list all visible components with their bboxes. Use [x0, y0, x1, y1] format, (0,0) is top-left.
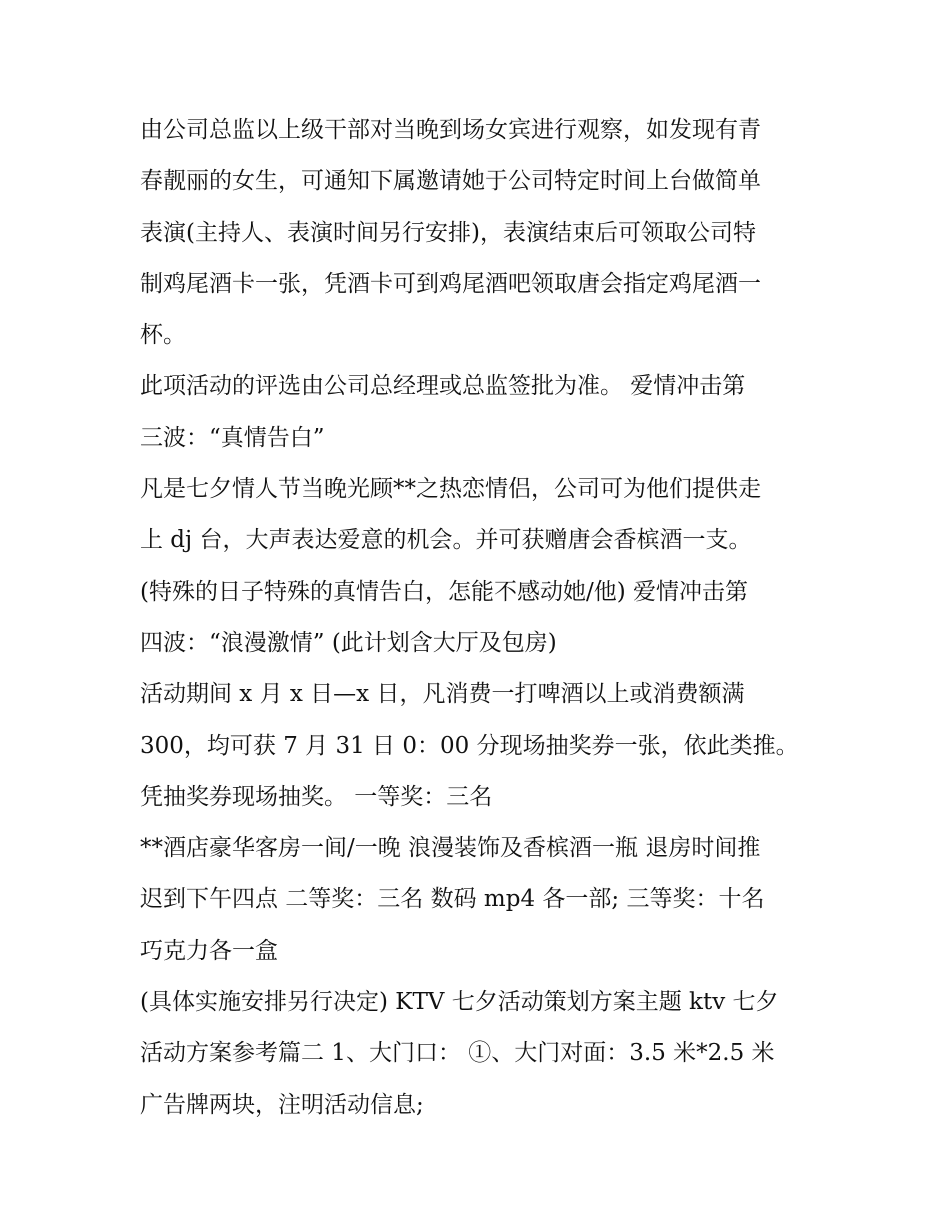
text-line: 此项活动的评选由公司总经理或总监签批为准。 爱情冲击第 — [140, 373, 746, 400]
text-line: (具体实施安排另行决定) KTV 七夕活动策划方案主题 ktv 七夕 — [140, 989, 779, 1016]
text-line: **酒店豪华客房一间/一晚 浪漫装饰及香槟酒一瓶 退房时间推 — [140, 835, 761, 862]
text-line: 凡是七夕情人节当晚光顾**之热恋情侣，公司可为他们提供走 — [140, 476, 761, 503]
text-line: 表演(主持人、表演时间另行安排)，表演结束后可领取公司特 — [140, 219, 756, 246]
text-line: 迟到下午四点 二等奖：三名 数码 mp4 各一部; 三等奖：十名 — [140, 886, 765, 913]
text-line: 300，均可获 7 月 31 日 0：00 分现场抽奖券一张，依此类推。 — [140, 732, 799, 759]
text-line: 凭抽奖券现场抽奖。 一等奖：三名 — [140, 783, 493, 810]
text-line: 活动期间 x 月 x 日—x 日，凡消费一打啤酒以上或消费额满 — [140, 681, 745, 708]
text-line: 由公司总监以上级干部对当晚到场女宾进行观察，如发现有青 — [140, 117, 761, 143]
text-line: (特殊的日子特殊的真情告白，怎能不感动她/他) 爱情冲击第 — [140, 578, 749, 605]
text-line: 三波：“真情告白” — [140, 424, 325, 451]
text-line: 制鸡尾酒卡一张，凭酒卡可到鸡尾酒吧领取唐会指定鸡尾酒一 — [140, 270, 761, 297]
text-line: 广告牌两块，注明活动信息; — [140, 1091, 424, 1118]
text-line: 巧克力各一盒 — [140, 937, 278, 964]
text-line: 四波：“浪漫激情” (此计划含大厅及包房) — [140, 629, 557, 656]
document-body — [140, 109, 820, 1135]
text-line: 春靓丽的女生，可通知下属邀请她于公司特定时间上台做简单 — [140, 168, 761, 195]
text-line: 上 dj 台，大声表达爱意的机会。并可获赠唐会香槟酒一支。 — [140, 527, 752, 554]
text-line: 杯。 — [140, 322, 186, 349]
text-line: 活动方案参考篇二 1、大门口： ①、大门对面：3.5 米*2.5 米 — [140, 1040, 775, 1067]
